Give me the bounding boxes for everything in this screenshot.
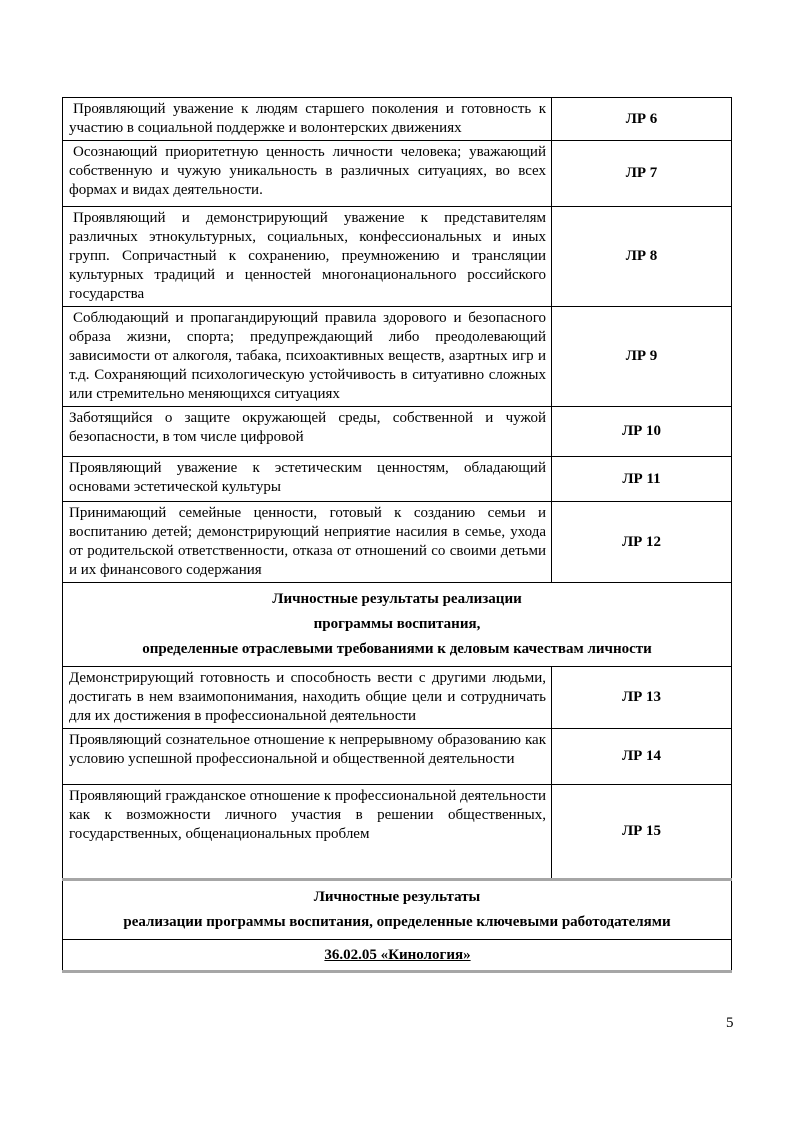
- table-row: [63, 667, 732, 729]
- result-description: Демонстрирующий готовность и способность вести с другими людьми, достигать в нем взаимопонимания, находить общие цели и сотрудничать для их достижения в профессиональной деятельности: [63, 667, 552, 729]
- section-header-line: определенные отраслевыми требованиями к деловым качествам личности: [142, 641, 652, 657]
- section-header-line: Личностные результаты реализации: [272, 591, 522, 607]
- result-code: ЛР 14: [552, 729, 732, 785]
- result-code: ЛР 12: [552, 502, 732, 583]
- result-description: Проявляющий сознательное отношение к непрерывному образованию как условию успешной профессиональной и общественной деятельности: [63, 729, 552, 785]
- specialty-heading: 36.02.05 «Кинология»: [63, 940, 732, 972]
- table-row: [63, 457, 732, 502]
- section-header-line: Личностные результаты: [313, 889, 481, 905]
- table-row: [63, 98, 732, 141]
- table-row: [63, 307, 732, 407]
- section-header-industry: [63, 583, 732, 667]
- result-code: ЛР 9: [552, 307, 732, 407]
- specialty-row: [63, 940, 732, 972]
- result-code: ЛР 7: [552, 141, 732, 207]
- table-row: [63, 407, 732, 457]
- result-code: ЛР 11: [552, 457, 732, 502]
- result-description: Соблюдающий и пропагандирующий правила здорового и безопасного образа жизни, спорта; предупреждающий либо преодолевающий зависимости от алкоголя, табака, психоактивных веществ, азартных игр и т.д. Сохраняющий психологическую устойчивость в ситуативно сложных или стремительно меняющихся ситуациях: [63, 307, 552, 407]
- section-header-row: [63, 880, 732, 940]
- section-header-line: реализации программы воспитания, определенные ключевыми работодателями: [123, 914, 671, 930]
- table-row: [63, 729, 732, 785]
- result-description: Проявляющий уважение к эстетическим ценностям, обладающий основами эстетической культуры: [63, 457, 552, 502]
- result-code: ЛР 8: [552, 207, 732, 307]
- section-header-line: программы воспитания,: [313, 616, 481, 632]
- result-description: Осознающий приоритетную ценность личности человека; уважающий собственную и чужую уникальность в различных ситуациях, во всех формах и видах деятельности.: [63, 141, 552, 207]
- result-code: ЛР 15: [552, 785, 732, 880]
- result-code: ЛР 13: [552, 667, 732, 729]
- result-description: Принимающий семейные ценности, готовый к созданию семьи и воспитанию детей; демонстрирующий неприятие насилия в семье, ухода от родительской ответственности, отказа от отношений со своими детьми и их финансового содержания: [63, 502, 552, 583]
- table-row: [63, 502, 732, 583]
- result-description: Проявляющий уважение к людям старшего поколения и готовность к участию в социальной поддержке и волонтерских движениях: [63, 98, 552, 141]
- section-header-employers: [63, 880, 732, 940]
- result-description: Заботящийся о защите окружающей среды, собственной и чужой безопасности, в том числе цифровой: [63, 407, 552, 457]
- result-code: ЛР 10: [552, 407, 732, 457]
- result-description: Проявляющий и демонстрирующий уважение к представителям различных этнокультурных, социальных, конфессиональных и иных групп. Сопричастный к сохранению, преумножению и трансляции культурных традиций и ценностей многонационального российского государства: [63, 207, 552, 307]
- table-row: [63, 785, 732, 880]
- result-code: ЛР 6: [552, 98, 732, 141]
- result-description: Проявляющий гражданское отношение к профессиональной деятельности как к возможности личного участия в решении общественных, государственных, общенациональных проблем: [63, 785, 552, 880]
- table-row: [63, 207, 732, 307]
- personal-results-table: [62, 97, 732, 973]
- page-number: 5: [726, 1015, 734, 1031]
- section-header-row: [63, 583, 732, 667]
- table-row: [63, 141, 732, 207]
